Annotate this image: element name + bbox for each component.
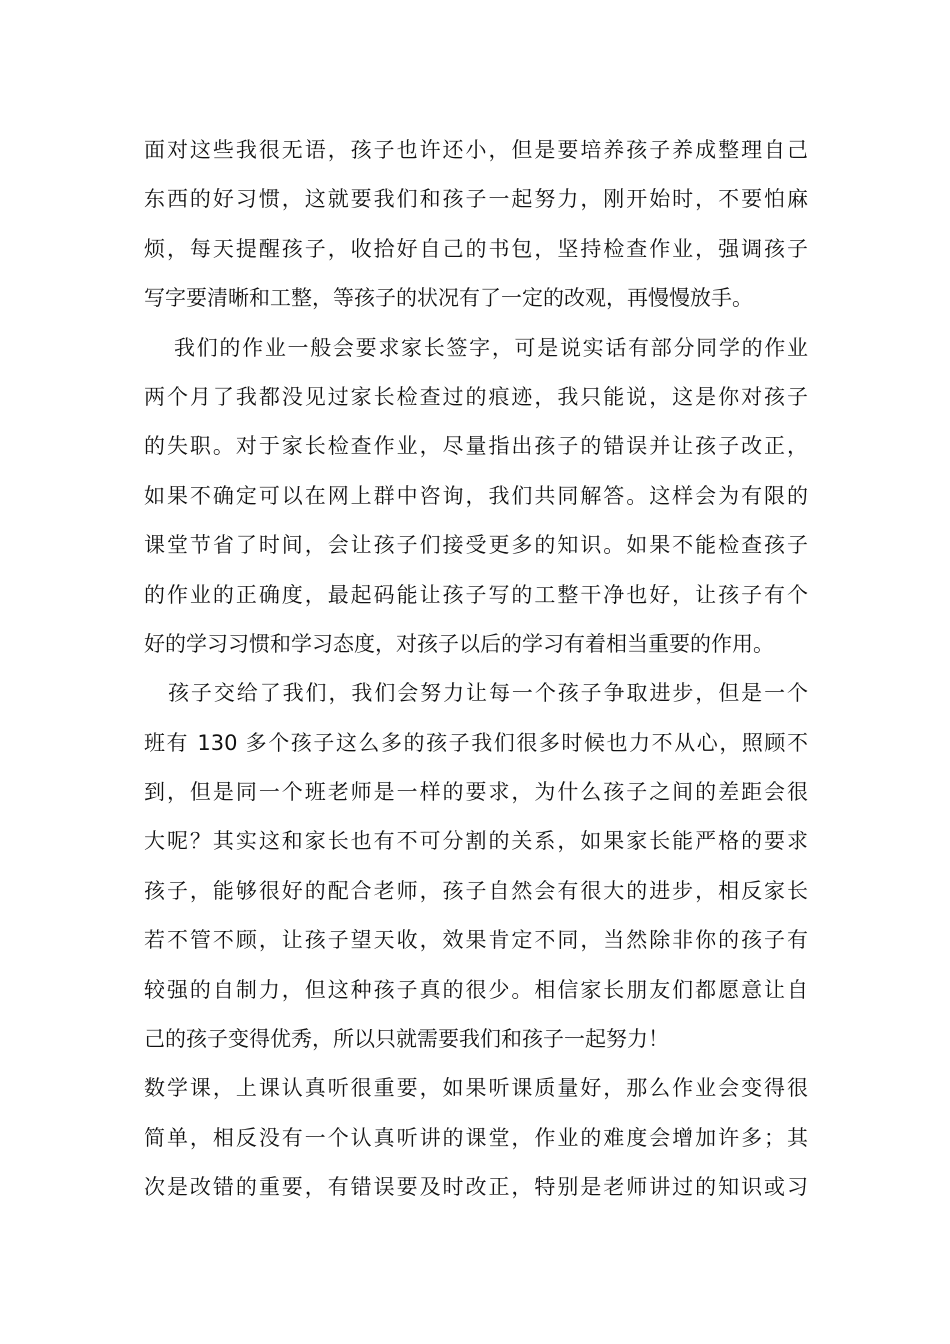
text-line: 若不管不顾，让孩子望天收，效果肯定不同，当然除非你的孩子有 [144,928,808,953]
text-line: 课堂节省了时间，会让孩子们接受更多的知识。如果不能检查孩子 [144,533,808,558]
paragraph-first-line: 数学课，上课认真听很重要，如果听课质量好，那么作业会变得很 [144,1076,808,1101]
text-line: 两个月了我都没见过家长检查过的痕迹，我只能说，这是你对孩子 [144,384,808,409]
text-line: 东西的好习惯，这就要我们和孩子一起努力，刚开始时，不要怕麻 [144,187,808,212]
text-line: 大呢？其实这和家长也有不可分割的关系，如果家长能严格的要求 [144,829,808,854]
text-line: 简单，相反没有一个认真听讲的课堂，作业的难度会增加许多；其 [144,1125,808,1150]
text-line: 孩子，能够很好的配合老师，孩子自然会有很大的进步，相反家长 [144,878,808,903]
text-line: 班有 130 多个孩子这么多的孩子我们很多时候也力不从心，照顾不 [144,730,808,755]
paragraph-first-line: 孩子交给了我们，我们会努力让每一个孩子争取进步，但是一个 [168,681,808,706]
text-line: 写字要清晰和工整，等孩子的状况有了一定的改观，再慢慢放手。 [144,286,753,311]
text-line: 的失职。对于家长检查作业，尽量指出孩子的错误并让孩子改正， [144,434,808,459]
body-text [144,126,808,1213]
text-line: 面对这些我很无语，孩子也许还小，但是要培养孩子养成整理自己 [144,138,808,162]
text-line: 己的孩子变得优秀，所以只就需要我们和孩子一起努力！ [144,1027,669,1052]
text-line: 如果不确定可以在网上群中咨询，我们共同解答。这样会为有限的 [144,483,808,508]
text-line: 到，但是同一个班老师是一样的要求，为什么孩子之间的差距会很 [144,780,808,805]
text-line: 较强的自制力，但这种孩子真的很少。相信家长朋友们都愿意让自 [144,977,808,1002]
text-line: 次是改错的重要，有错误要及时改正，特别是老师讲过的知识或习 [144,1175,808,1200]
text-line: 的作业的正确度，最起码能让孩子写的工整干净也好，让孩子有个 [144,582,808,607]
text-line: 烦，每天提醒孩子，收拾好自己的书包，坚持检查作业，强调孩子 [144,236,808,261]
paragraph-first-line: 我们的作业一般会要求家长签字，可是说实话有部分同学的作业 [174,335,808,360]
text-line: 好的学习习惯和学习态度，对孩子以后的学习有着相当重要的作用。 [144,631,774,656]
